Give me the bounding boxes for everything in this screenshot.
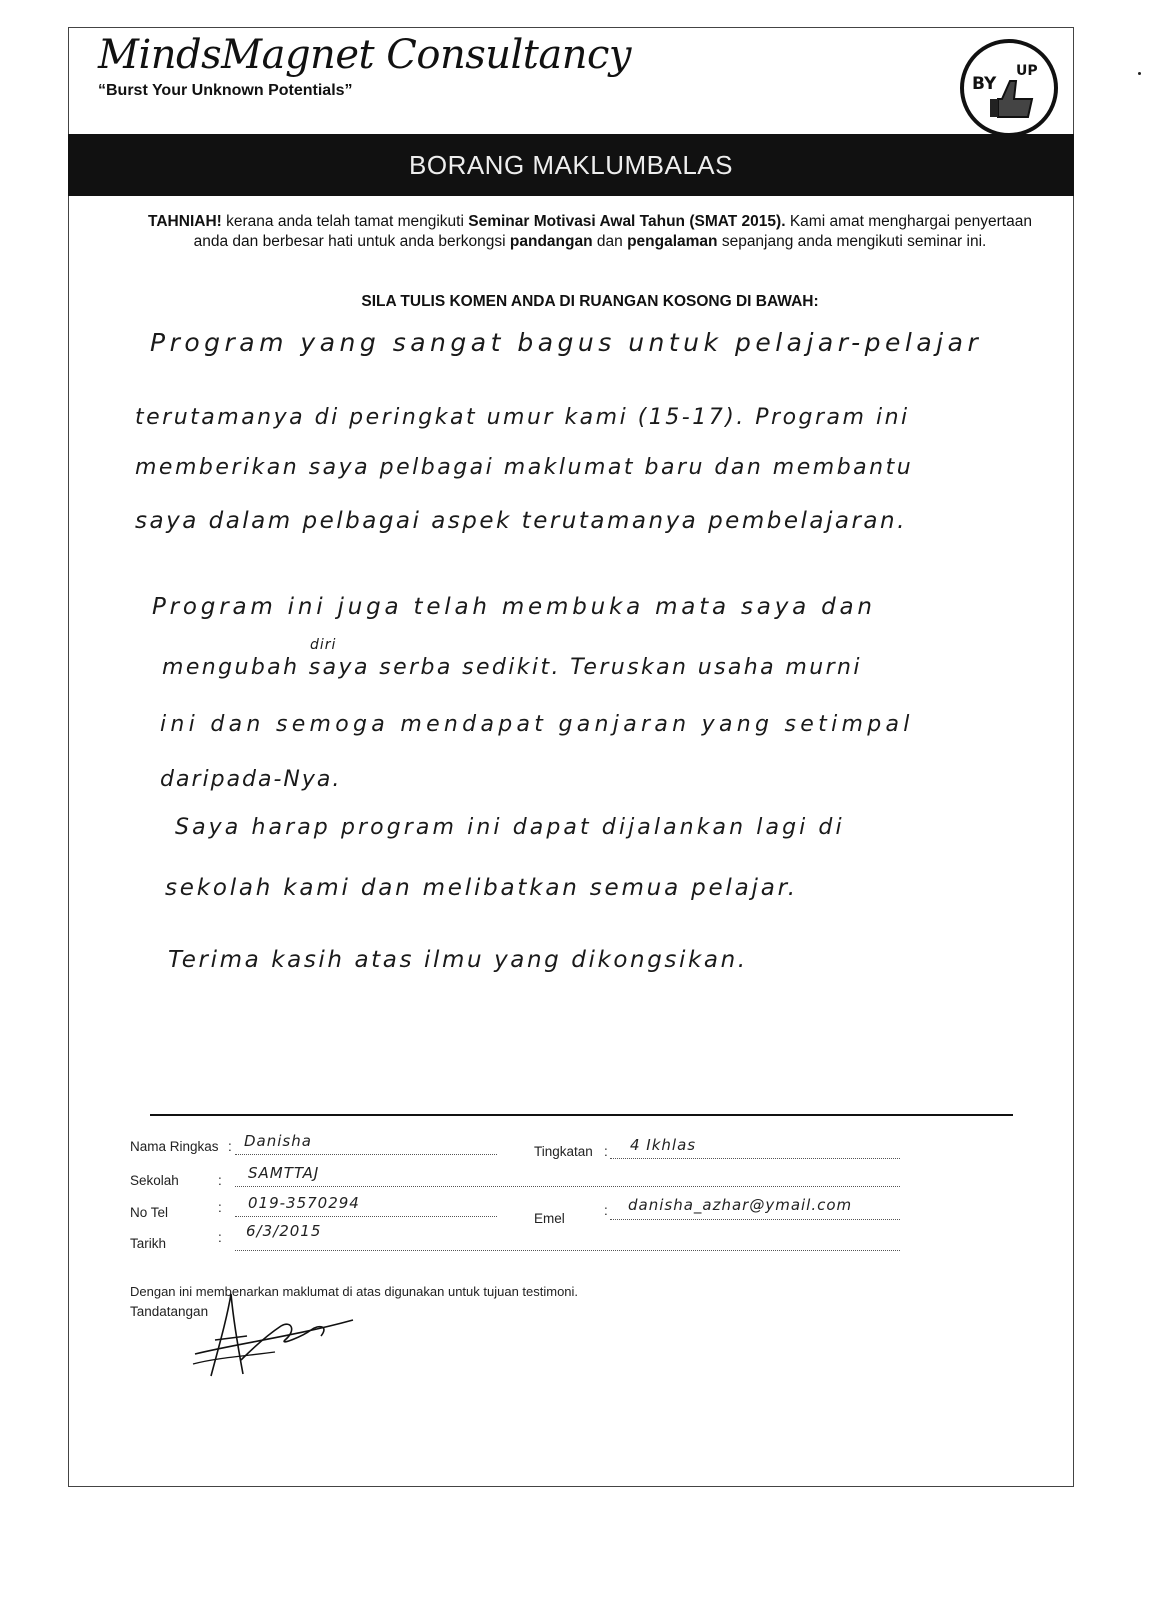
thumbs-up-icon <box>958 37 1060 139</box>
colon: : <box>604 1203 608 1218</box>
comment-line: mengubah saya serba sedikit. Teruskan usaha murni <box>162 655 862 680</box>
colon: : <box>228 1139 232 1154</box>
form-title-banner <box>68 134 1074 196</box>
emel-label: Emel <box>534 1211 565 1226</box>
tarikh-field[interactable]: 6/3/2015 <box>246 1222 322 1240</box>
colon: : <box>604 1144 608 1159</box>
comment-line: Saya harap program ini dapat dijalankan lagi di <box>175 815 845 840</box>
tingkatan-label: Tingkatan <box>534 1144 593 1159</box>
comment-line: daripada-Nya. <box>160 767 342 792</box>
intro-pengalaman: pengalaman <box>627 233 718 250</box>
comment-line: sekolah kami dan melibatkan semua pelajar. <box>165 875 798 901</box>
emel-dotted-line <box>610 1219 900 1220</box>
intro-text-3: dan <box>592 233 628 250</box>
comment-line: Program yang sangat bagus untuk pelajar-pelajar <box>150 328 983 357</box>
scan-speck <box>1138 72 1141 75</box>
comment-line: ini dan semoga mendapat ganjaran yang setimpal <box>160 712 914 737</box>
brand-name: MindsMagnet Consultancy <box>98 32 631 78</box>
comment-instruction: SILA TULIS KOMEN ANDA DI RUANGAN KOSONG DI BAWAH: <box>361 293 819 310</box>
svg-text:UP: UP <box>1016 63 1038 79</box>
tel-field[interactable]: 019-3570294 <box>248 1194 360 1212</box>
nama-dotted-line <box>235 1154 497 1155</box>
sekolah-label: Sekolah <box>130 1173 179 1188</box>
signature-label: Tandatangan <box>130 1304 209 1319</box>
sekolah-dotted-line <box>235 1186 900 1187</box>
colon: : <box>218 1230 222 1245</box>
nama-label: Nama Ringkas <box>130 1139 219 1154</box>
comment-line: terutamanya di peringkat umur kami (15-17). Program ini <box>135 405 910 430</box>
nama-field[interactable]: Danisha <box>244 1132 312 1150</box>
intro-text-4: sepanjang anda mengikuti seminar ini. <box>717 233 987 250</box>
form-title: BORANG MAKLUMBALAS <box>409 150 733 180</box>
intro-text-2: Kami amat menghargai penyertaan anda dan berbesar hati untuk anda berkongsi <box>193 213 1032 250</box>
comment-line: Program ini juga telah membuka mata saya dan <box>152 594 876 620</box>
sekolah-field[interactable]: SAMTTAJ <box>248 1164 320 1182</box>
signature <box>185 1290 365 1380</box>
intro-pandangan: pandangan <box>509 233 593 250</box>
declaration-text: Dengan ini membenarkan maklumat di atas digunakan untuk tujuan testimoni. <box>130 1284 579 1299</box>
intro-seminar-name: Seminar Motivasi Awal Tahun (SMAT 2015). <box>468 213 786 230</box>
comment-line: memberikan saya pelbagai maklumat baru dan membantu <box>135 455 914 480</box>
intro-paragraph <box>140 212 1040 252</box>
intro-congrats: TAHNIAH! <box>148 213 222 230</box>
colon: : <box>218 1173 222 1188</box>
comment-line: saya dalam pelbagai aspek terutamanya pembelajaran. <box>135 508 907 534</box>
tel-dotted-line <box>235 1216 497 1217</box>
tarikh-label: Tarikh <box>130 1236 167 1251</box>
brand-tagline: “Burst Your Unknown Potentials” <box>98 82 353 99</box>
svg-text:BY: BY <box>972 74 997 94</box>
tingkatan-dotted-line <box>610 1158 900 1159</box>
insertion-word: diri <box>310 637 337 653</box>
colon: : <box>218 1200 222 1215</box>
comment-line: Terima kasih atas ilmu yang dikongsikan. <box>168 947 748 973</box>
intro-text-1: kerana anda telah tamat mengikuti <box>221 213 469 230</box>
tarikh-dotted-line <box>235 1250 900 1251</box>
tingkatan-field[interactable]: 4 Ikhlas <box>630 1136 697 1154</box>
comment-divider <box>150 1114 1013 1116</box>
tel-label: No Tel <box>130 1205 169 1220</box>
emel-field[interactable]: danisha_azhar@ymail.com <box>628 1196 853 1214</box>
